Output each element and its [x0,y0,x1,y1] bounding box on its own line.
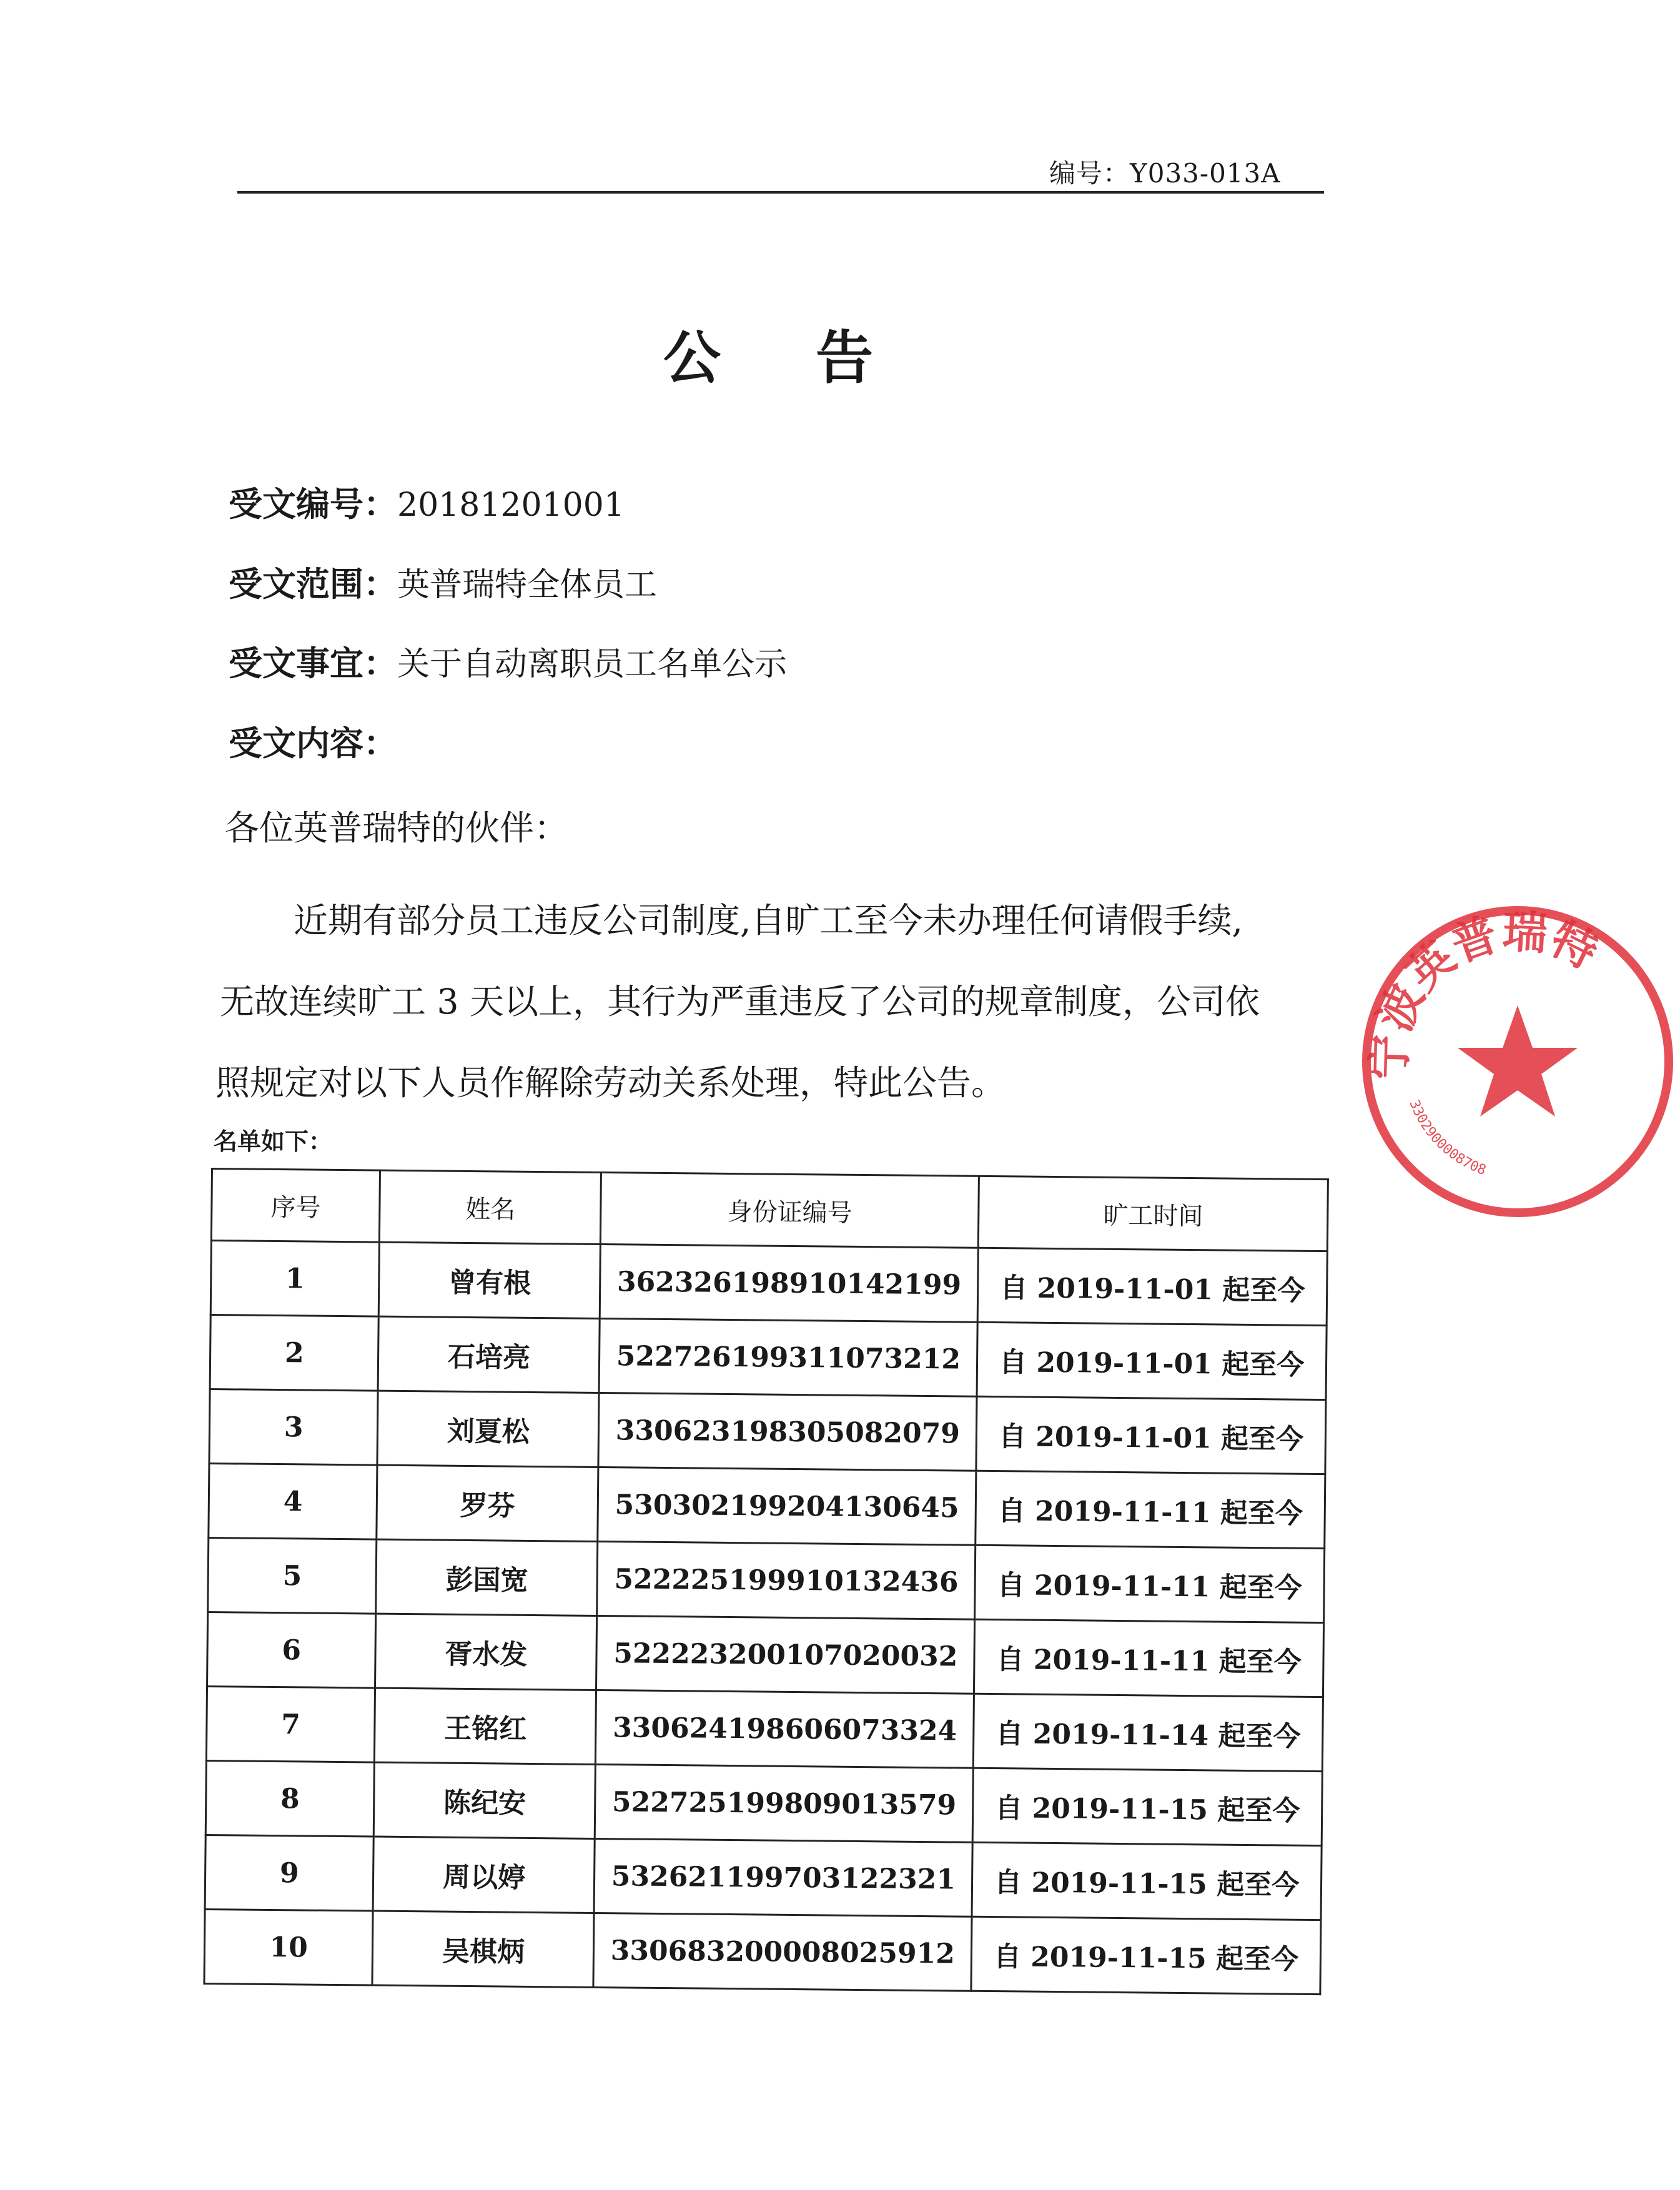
cell-id-number: 330624198606073324 [596,1690,974,1768]
table-row [210,1315,1327,1400]
cell-absence-time: 自 2019-11-01 起至今 [977,1322,1327,1399]
cell-id-number: 522223200107020032 [596,1615,975,1694]
cell-index: 6 [207,1612,376,1688]
cell-name: 周以婷 [373,1837,595,1913]
table-header-row [211,1169,1328,1251]
cell-name: 陈纪安 [374,1762,596,1838]
company-seal [1355,899,1680,1224]
cell-index: 2 [210,1315,378,1391]
cell-name: 曾有根 [379,1242,601,1318]
field-scope [229,558,657,606]
field-label: 受文内容： [229,724,397,763]
cell-id-number: 522225199910132436 [597,1541,976,1619]
cell-absence-time: 自 2019-11-15 起至今 [972,1768,1322,1845]
table-row [204,1909,1321,1994]
cell-id-number: 522725199809013579 [595,1764,974,1842]
seal-text: 宁波英普瑞特 [1363,905,1606,1080]
seal-star-icon [1458,1005,1578,1117]
header-rule [237,191,1324,194]
cell-name: 胥水发 [375,1614,597,1690]
table-row [208,1537,1325,1622]
cell-id-number: 330683200008025912 [593,1913,972,1991]
cell-name: 吴棋炳 [372,1911,594,1987]
cell-id-number: 532621199703122321 [594,1838,972,1916]
cell-id-number: 522726199311073212 [599,1318,977,1396]
cell-index: 5 [208,1537,377,1614]
body-line-3: 照规定对以下人员作解除劳动关系处理，特此公告。 [215,1063,1006,1103]
field-subject [229,637,787,685]
salutation: 各位英普瑞特的伙伴： [225,808,569,848]
cell-absence-time: 自 2019-11-11 起至今 [976,1471,1325,1548]
field-value: 关于自动离职员工名单公示 [397,646,788,683]
field-label: 受文事宜： [229,644,397,683]
table-row [209,1389,1326,1474]
cell-index: 1 [210,1241,379,1317]
body-line-2: 无故连续旷工 3 天以上，其行为严重违反了公司的规章制度，公司依 [220,982,1260,1022]
field-content [229,717,397,765]
table-row [207,1612,1324,1697]
cell-index: 10 [204,1909,373,1985]
cell-index: 8 [205,1760,374,1837]
table-row [209,1463,1325,1548]
cell-id-number: 530302199204130645 [598,1467,976,1545]
cell-absence-time: 自 2019-11-11 起至今 [975,1545,1325,1622]
field-label: 受文编号： [229,485,397,524]
cell-name: 刘夏松 [377,1391,599,1467]
cell-absence-time: 自 2019-11-15 起至今 [971,1916,1321,1994]
field-value: 英普瑞特全体员工 [397,566,658,604]
cell-id-number: 362326198910142199 [600,1244,979,1322]
cell-index: 9 [205,1835,373,1911]
cell-absence-time: 自 2019-11-15 起至今 [972,1842,1322,1920]
table-row [206,1686,1323,1771]
cell-index: 7 [206,1686,375,1762]
field-reference-number [229,478,625,526]
cell-absence-time: 自 2019-11-14 起至今 [974,1694,1323,1771]
cell-index: 3 [209,1389,378,1465]
body-line-1: 近期有部分员工违反公司制度,自旷工至今未办理任何请假手续, [294,900,1243,940]
header-absence-time: 旷工时间 [979,1176,1328,1251]
cell-index: 4 [209,1463,377,1539]
dismissal-table [203,1168,1328,1995]
header-id-number: 身份证编号 [601,1172,979,1248]
header-name: 姓名 [380,1170,601,1244]
cell-name: 彭国宽 [376,1539,598,1615]
table-row [210,1241,1327,1326]
table-row [205,1760,1322,1845]
seal-number: 3302900008708 [1406,1097,1488,1179]
page-title: 公 告 [663,325,911,392]
header-index: 序号 [211,1169,380,1243]
document-number: 编号：Y033-013A [1049,158,1281,189]
field-value: 20181201001 [397,486,625,524]
table-row [205,1835,1322,1920]
list-label: 名单如下： [214,1128,333,1155]
field-label: 受文范围： [229,565,397,604]
cell-absence-time: 自 2019-11-01 起至今 [976,1396,1326,1474]
cell-absence-time: 自 2019-11-01 起至今 [977,1248,1327,1325]
cell-name: 王铭红 [375,1688,596,1764]
cell-id-number: 330623198305082079 [598,1393,977,1471]
cell-name: 罗芬 [377,1465,598,1541]
cell-absence-time: 自 2019-11-11 起至今 [974,1619,1324,1697]
cell-name: 石培亮 [378,1316,600,1393]
